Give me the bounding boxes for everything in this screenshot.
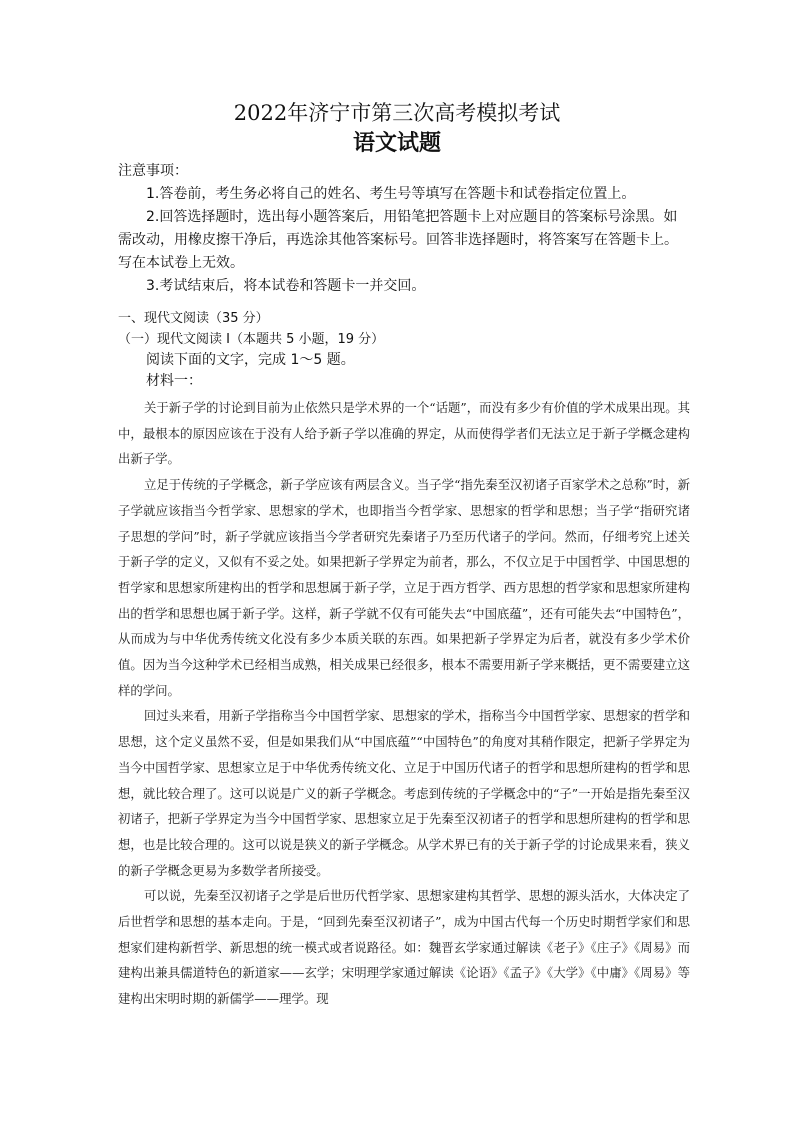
instruction: 阅读下面的文字，完成 1～5 题。: [146, 352, 355, 368]
passage-paragraph: 回过头来看，用新子学指称当今中国哲学家、思想家的学术，指称当今中国哲学家、思想家的哲学和思想，这个定义虽然不妥，但是如果我们从“中国底蕴”“中国特色”的角度对其稍作限定，把新子学界定为当今中国哲学家、思想家立足于中华优秀传统文化、立足于中国历代诸子的哲学和思想所建构的哲学和思想，就比较合理了。这可以说是广义的新子学概念。考虑到传统的子学概念中的“子”一开始是指先秦至汉初诸子，把新子学界定为当今中国哲学家、思想家立足于先秦至汉初诸子的哲学和思想所建构的哲学和思想，也是比较合理的。这可以说是狭义的新子学概念。从学术界已有的关于新子学的讨论成果来看，狭义的新子学概念更易为多数学者所接受。: [118, 708, 690, 878]
notice-item: 3.考试结束后，将本试卷和答题卡一并交回。: [146, 278, 426, 294]
notice-item: 2.回答选择题时，选出每小题答案后，用铅笔把答题卡上对应题目的答案标号涂黑。如需改动，用橡皮擦干净后，再选涂其他答案标号。回答非选择题时，将答案写在答题卡上。写在本试卷上无效。: [118, 209, 678, 271]
part-title: 一、现代文阅读（35 分）: [118, 311, 269, 326]
passage-paragraph: 立足于传统的子学概念，新子学应该有两层含义。当子学“指先秦至汉初诸子百家学术之总称”时，新子学就应该指当今哲学家、思想家的学术，也即指当今哲学家、思想家的哲学和思想；当子学“指研究诸子思想的学问”时，新子学就应该指当今学者研究先秦诸子乃至历代诸子的学问。然而，仔细考究上述关于新子学的定义，又似有不妥之处。如果把新子学界定为前者，那么，不仅立足于中国哲学、中国思想的哲学家和思想家所建构出的哲学和思想属于新子学，立足于西方哲学、西方思想的哲学家和思想家所建构出的哲学和思想也属于新子学。这样，新子学就不仅有可能失去“中国底蕴”，还有可能失去“中国特色”，从而成为与中华优秀传统文化没有多少本质关联的东西。如果把新子学界定为后者，就没有多少学术价值。因为当今这种学术已经相当成熟，相关成果已经很多，根本不需要用新子学来概括，更不需要建立这样的学问。: [118, 477, 690, 698]
exam-title: 2022年济宁市第三次高考模拟考试: [233, 101, 561, 125]
reading-passage: [118, 395, 690, 1012]
material-label: 材料一：: [146, 373, 202, 389]
sub-title: （一）现代文阅读 I（本题共 5 小题，19 分）: [118, 332, 385, 347]
notice-heading: 注意事项：: [118, 163, 188, 179]
passage-paragraph: 可以说，先秦至汉初诸子之学是后世历代哲学家、思想家建构其哲学、思想的源头活水，大体决定了后世哲学和思想的基本走向。于是，“回到先秦至汉初诸子”，成为中国古代每一个历史时期哲学家们和思想家们建构新哲学、新思想的统一模式或者说路径。如：魏晋玄学家通过解读《老子》《庄子》《周易》而建构出兼具儒道特色的新道家——玄学；宋明理学家通过解读《论语》《孟子》《大学》《中庸》《周易》等建构出宋明时期的新儒学——理学。现: [118, 888, 690, 1007]
section-header: [118, 308, 690, 392]
exam-subtitle: 语文试题: [352, 130, 441, 156]
notice-item: 1.答卷前，考生务必将自己的姓名、考生号等填写在答题卡和试卷指定位置上。: [146, 186, 636, 202]
passage-paragraph: 关于新子学的讨论到目前为止依然只是学术界的一个“话题”，而没有多少有价值的学术成果出现。其中，最根本的原因应该在于没有人给予新子学以准确的界定，从而使得学者们无法立足于新子学概念建构出新子学。: [118, 400, 690, 467]
notice-block: [118, 160, 690, 298]
